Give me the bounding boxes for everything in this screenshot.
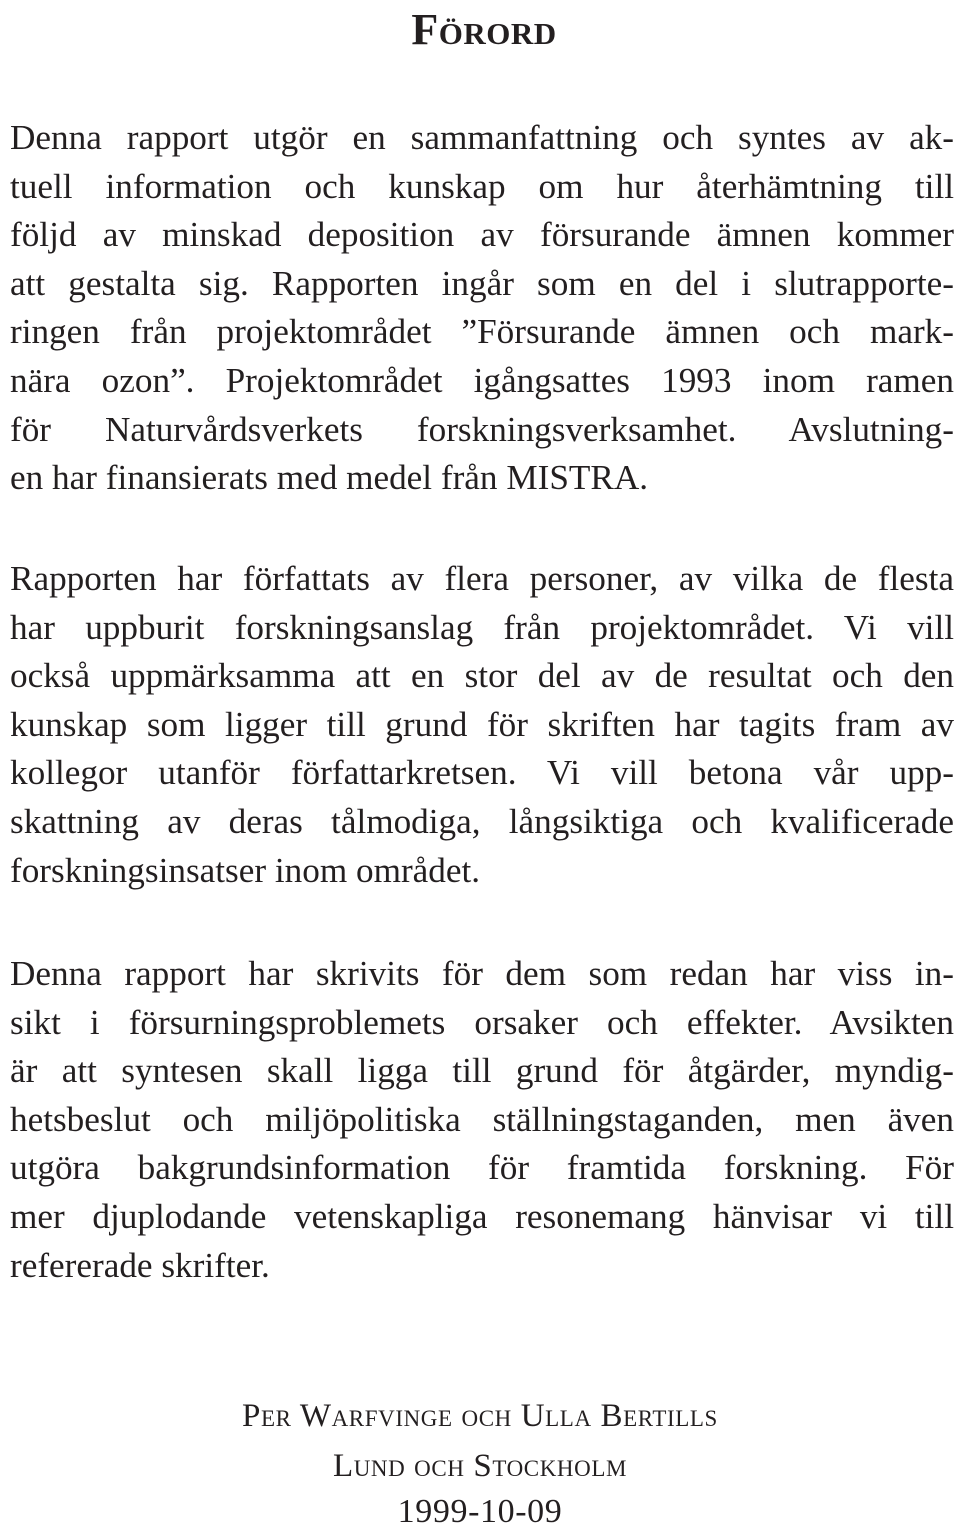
paragraph-line: också uppmärksamma att en stor del av de resultat och den [10,656,954,696]
paragraph-line: kollegor utanför författarkretsen. Vi vill betona vår upp- [10,753,954,793]
paragraph-line: ringen från projektområdet ”Försurande ämnen och mark- [10,312,954,352]
paragraph-line: sikt i försurningsproblemets orsaker och effekter. Avsikten [10,1002,954,1042]
paragraph-1 [10,114,954,503]
paragraph-line: hetsbeslut och miljöpolitiska ställningstaganden, men även [10,1099,954,1139]
paragraph-line: Denna rapport utgör en sammanfattning och syntes av ak- [10,118,954,157]
paragraph-line: mer djuplodande vetenskapliga resonemang hänvisar vi till [10,1196,954,1236]
paragraph-line: Denna rapport har skrivits för dem som redan har viss in- [10,954,954,993]
paragraph-3 [10,950,954,1290]
paragraph-line: följd av minskad deposition av försurande ämnen kommer [10,215,954,255]
paragraph-line: utgöra bakgrundsinformation för framtida forskning. För [10,1148,954,1188]
paragraph-line: forskningsinsatser inom området. [10,850,481,890]
page-title: Förord [411,5,557,54]
paragraph-line: skattning av deras tålmodiga, långsiktiga och kvalificerade [10,801,954,841]
paragraph-line: är att syntesen skall ligga till grund för åtgärder, myndig- [10,1051,954,1091]
signature-authors: Per Warfvinge och Ulla Bertills [242,1398,718,1434]
paragraph-2 [10,555,954,895]
paragraph-line: kunskap som ligger till grund för skriften har tagits fram av [10,704,954,744]
paragraph-line: har uppburit forskningsanslag från projektområdet. Vi vill [10,607,954,647]
paragraph-line: att gestalta sig. Rapporten ingår som en del i slutrapporte- [10,263,954,303]
paragraph-line: en har finansierats med medel från MISTRA. [10,458,649,498]
paragraph-line: nära ozon”. Projektområdet igångsattes 1993 inom ramen [10,360,954,400]
paragraph-line: för Naturvårdsverkets forskningsverksamhet. Avslutning- [10,409,954,449]
signature-place: Lund och Stockholm [332,1448,628,1484]
paragraph-line: refererade skrifter. [10,1245,270,1285]
paragraph-line: tuell information och kunskap om hur återhämtning till [10,166,954,206]
signature-date: 1999-10-09 [397,1493,563,1530]
paragraph-line: Rapporten har författats av flera personer, av vilka de flesta [10,559,954,598]
